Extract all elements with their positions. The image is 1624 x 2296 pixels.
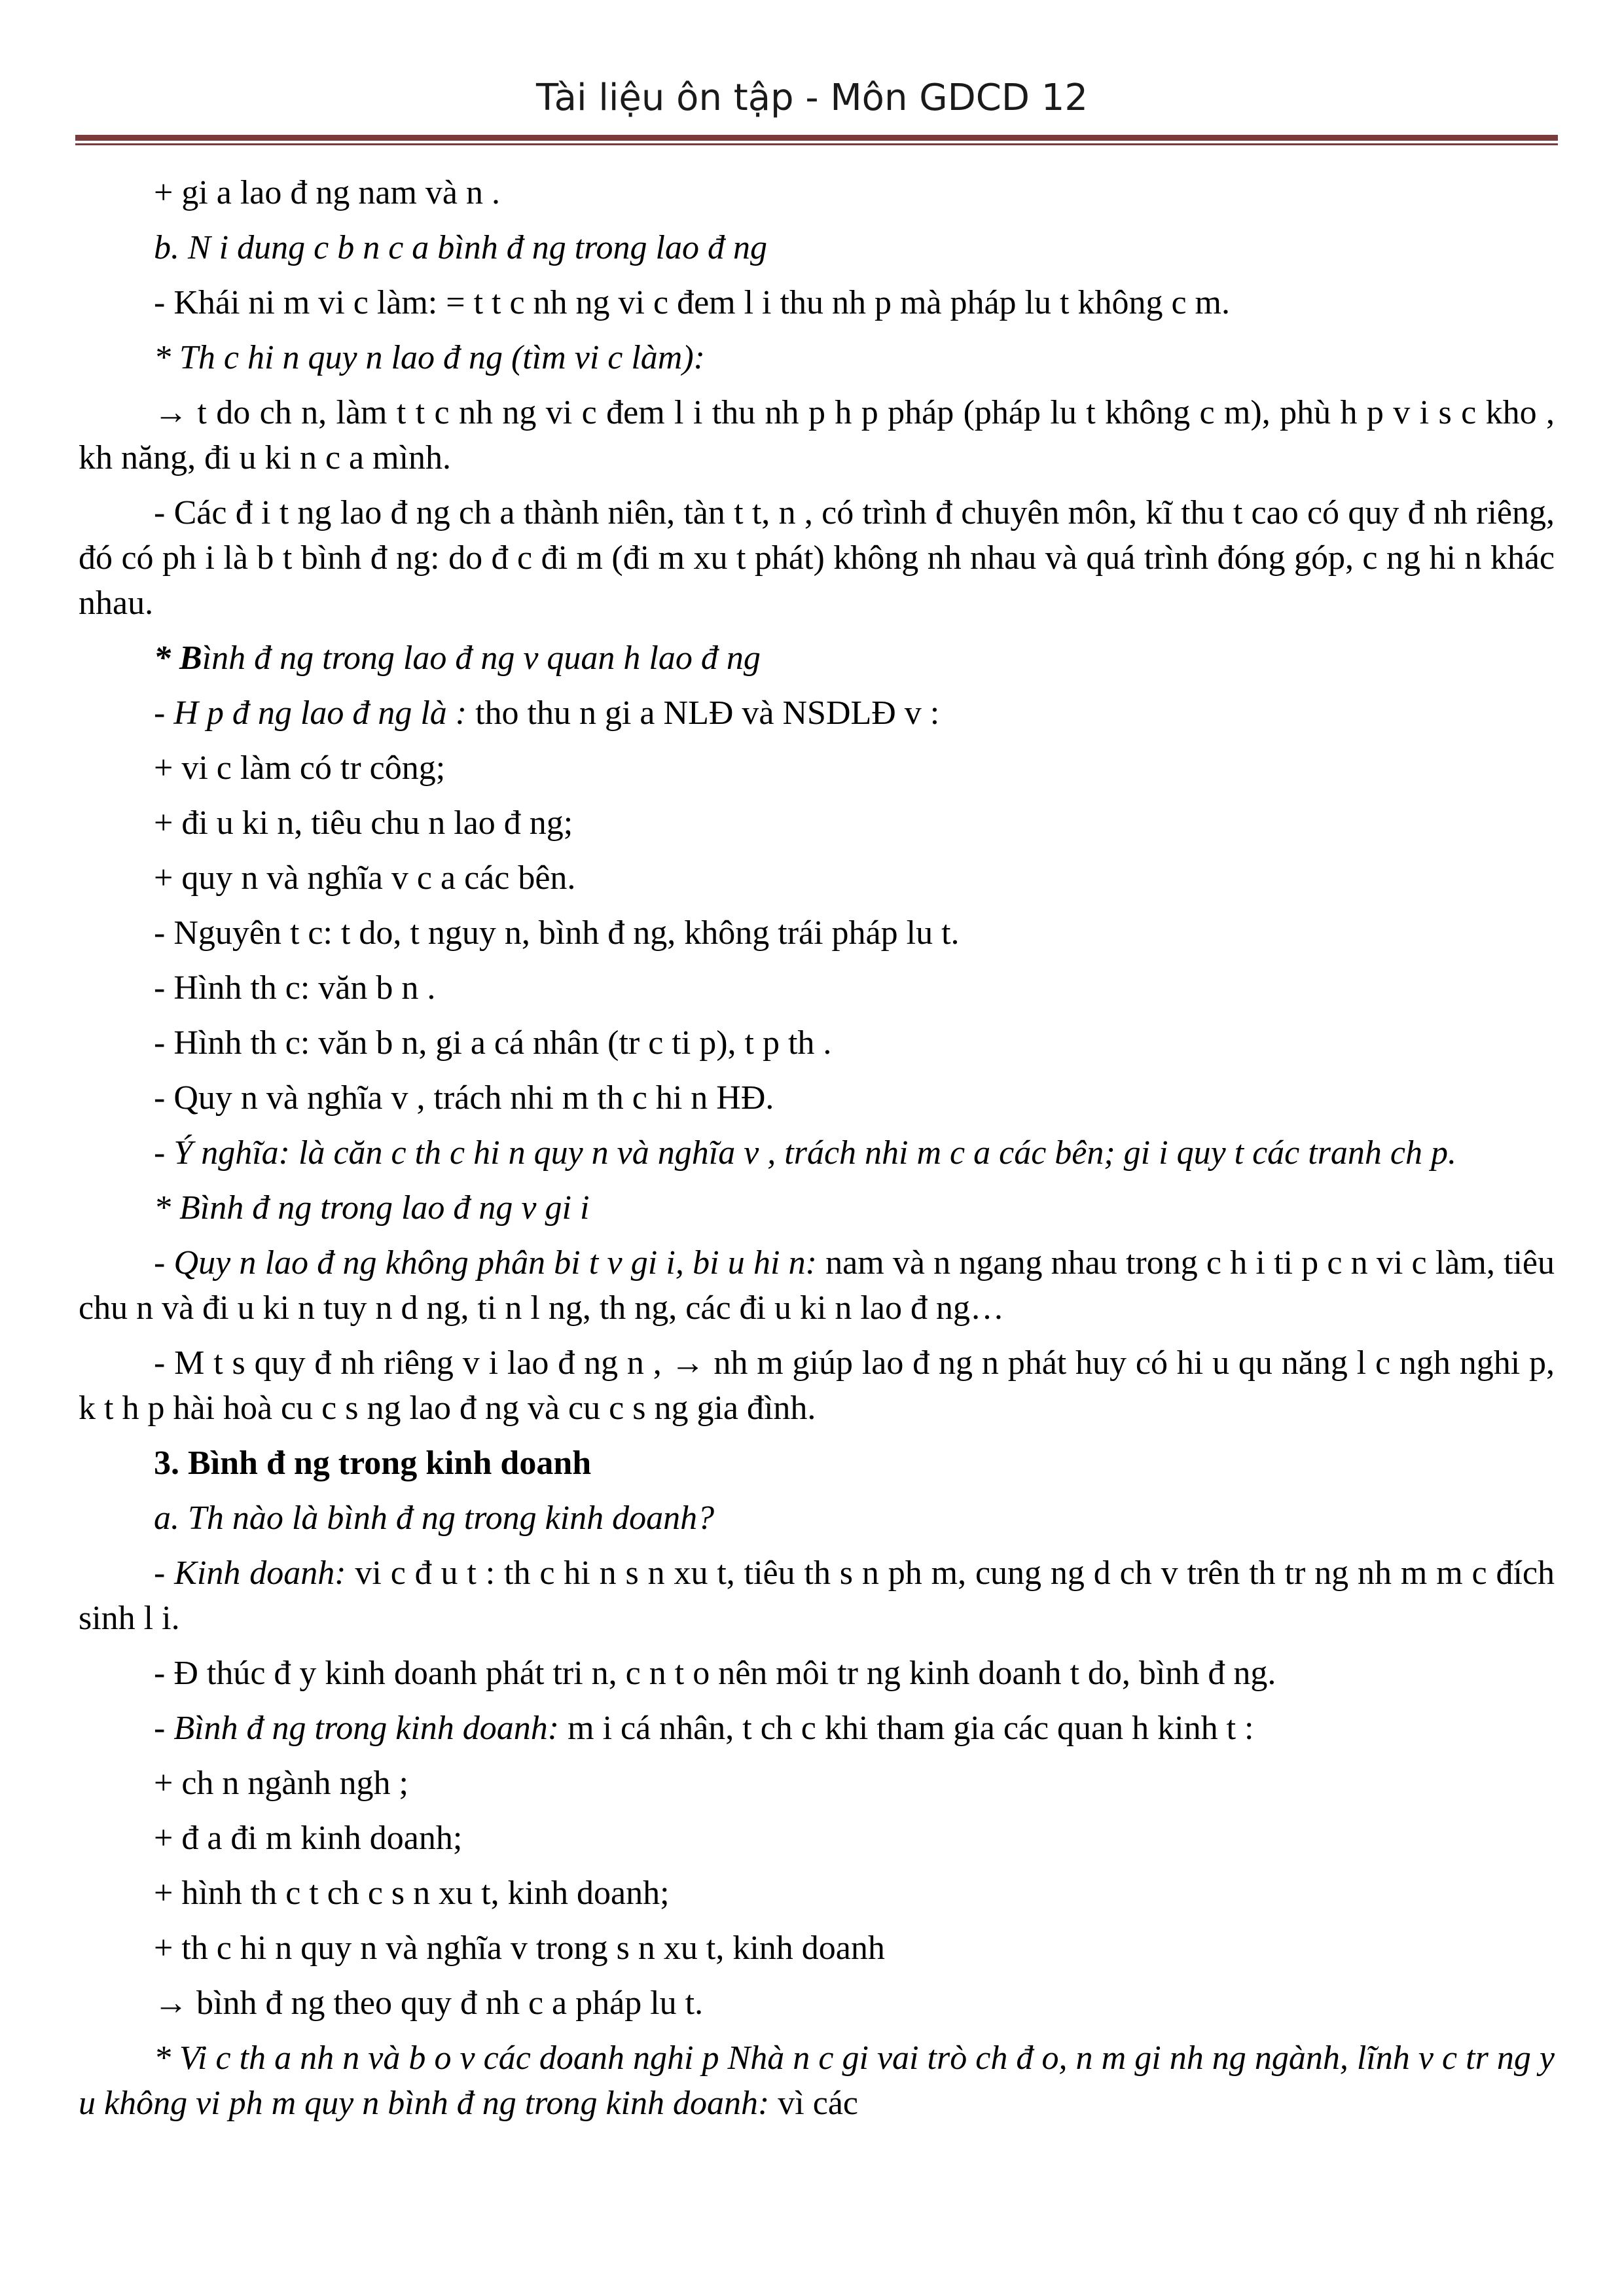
subheading: * Bình đ ng trong lao đ ng v quan h lao đ ng bbox=[154, 639, 761, 677]
paragraph: - Bình đ ng trong kinh doanh: m i cá nhân, t ch c khi tham gia các quan h kinh t : bbox=[154, 1710, 1254, 1747]
document-header-title: Tài liệu ôn tập - Môn GDCD 12 bbox=[535, 77, 1089, 119]
list-item: + đ a đi m kinh doanh; bbox=[154, 1820, 463, 1857]
list-item: + vi c làm có tr công; bbox=[154, 749, 446, 787]
paragraph: - Nguyên t c: t do, t nguy n, bình đ ng, không trái pháp lu t. bbox=[154, 914, 960, 952]
list-item: + đi u ki n, tiêu chu n lao đ ng; bbox=[154, 804, 573, 842]
subheading: * Th c hi n quy n lao đ ng (tìm vi c làm): bbox=[154, 339, 705, 376]
paragraph: - Quy n và nghĩa v , trách nhi m th c hi n HĐ. bbox=[154, 1079, 774, 1117]
paragraph: - Kinh doanh: vi c đ u t : th c hi n s n xu t, tiêu th s n ph m, cung ng d ch v trên th tr ng nh m m c đích sinh l i. bbox=[79, 1554, 1555, 1637]
list-item: + quy n và nghĩa v c a các bên. bbox=[154, 859, 576, 897]
paragraph: - Hình th c: văn b n, gi a cá nhân (tr c ti p), t p th . bbox=[154, 1024, 832, 1062]
paragraph: - Ý nghĩa: là căn c th c hi n quy n và nghĩa v , trách nhi m c a các bên; gi i quy t các tranh ch p. bbox=[154, 1134, 1457, 1172]
paragraph: - M t s quy đ nh riêng v i lao đ ng n , → nh m giúp lao đ ng n phát huy có hi u qu năng l c ngh nghi p, k t h p hài hoà cu c s ng lao đ ng và cu c s ng gia đình. bbox=[79, 1344, 1555, 1427]
paragraph: + gi a lao đ ng nam và n . bbox=[154, 174, 500, 211]
paragraph: - Hình th c: văn b n . bbox=[154, 969, 436, 1007]
header-divider-thick bbox=[75, 135, 1558, 141]
list-item: + ch n ngành ngh ; bbox=[154, 1765, 408, 1802]
list-item: + hình th c t ch c s n xu t, kinh doanh; bbox=[154, 1874, 670, 1912]
paragraph: - Đ thúc đ y kinh doanh phát tri n, c n t o nên môi tr ng kinh doanh t do, bình đ ng. bbox=[154, 1655, 1276, 1692]
paragraph: → bình đ ng theo quy đ nh c a pháp lu t. bbox=[154, 1984, 704, 2022]
paragraph: - Các đ i t ng lao đ ng ch a thành niên, tàn t t, n , có trình đ chuyên môn, kĩ thu t cao có quy đ nh riêng, đó có ph i là b t bình đ ng: do đ c đi m (đi m xu t phát) không nh nhau và quá trình đóng góp, c ng hi n khác nhau. bbox=[79, 494, 1555, 622]
paragraph: - Khái ni m vi c làm: = t t c nh ng vi c đem l i thu nh p mà pháp lu t không c m. bbox=[154, 284, 1230, 321]
paragraph: - H p đ ng lao đ ng là : tho thu n gi a NLĐ và NSDLĐ v : bbox=[154, 694, 940, 732]
document-body bbox=[79, 170, 1555, 2136]
list-item: + th c hi n quy n và nghĩa v trong s n xu t, kinh doanh bbox=[154, 1929, 885, 1967]
paragraph: * Vi c th a nh n và b o v các doanh nghi p Nhà n c gi vai trò ch đ o, n m gi nh ng ngành, lĩnh v c tr ng y u không vi ph m quy n bình đ ng trong kinh doanh: vì các bbox=[79, 2039, 1555, 2122]
subsection-heading: a. Th nào là bình đ ng trong kinh doanh? bbox=[154, 1499, 715, 1537]
section-heading: 3. Bình đ ng trong kinh doanh bbox=[154, 1444, 592, 1482]
header-divider-thin bbox=[75, 143, 1558, 145]
subsection-heading: b. N i dung c b n c a bình đ ng trong lao đ ng bbox=[154, 229, 767, 266]
paragraph: - Quy n lao đ ng không phân bi t v gi i, bi u hi n: nam và n ngang nhau trong c h i ti p c n vi c làm, tiêu chu n và đi u ki n tuy n d ng, ti n l ng, th ng, các đi u ki n lao đ ng… bbox=[79, 1244, 1555, 1327]
subheading: * Bình đ ng trong lao đ ng v gi i bbox=[154, 1189, 590, 1227]
paragraph: → t do ch n, làm t t c nh ng vi c đem l i thu nh p h p pháp (pháp lu t không c m), phù h p v i s c kho , kh năng, đi u ki n c a mình. bbox=[79, 394, 1555, 476]
